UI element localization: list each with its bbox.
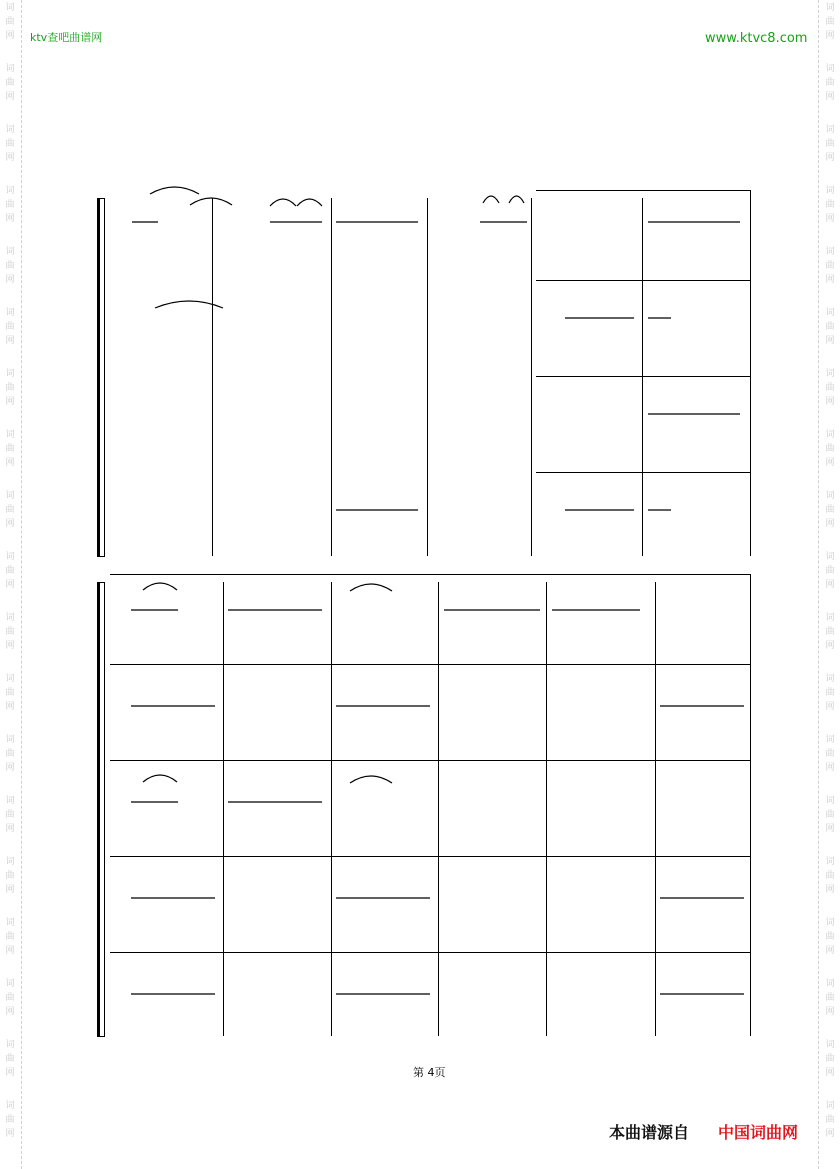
watermark-char: 网 [825,885,835,895]
watermark-char: 网 [825,580,835,590]
watermark-char: 词 [5,369,15,379]
watermark-char: 网 [5,824,15,834]
watermark-char: 网 [825,397,835,407]
system-bracket-thick [97,582,100,1036]
watermark-char: 词 [5,857,15,867]
watermark-char: 词 [825,918,835,928]
staff-divider [110,856,750,857]
watermark-char: 网 [825,1129,835,1139]
watermark-char: 网 [5,641,15,651]
watermark-char: 词 [825,613,835,623]
watermark-char: 词 [5,918,15,928]
watermark-char: 词 [5,3,15,13]
watermark-char: 曲 [5,1115,15,1125]
watermark-char: 曲 [5,200,15,210]
system-bracket-line [104,198,105,556]
slur-arc [350,584,392,591]
watermark-char: 曲 [825,139,835,149]
watermark-char: 网 [5,336,15,346]
watermark-char: 曲 [825,566,835,576]
watermark-char: 词 [5,247,15,257]
watermark-char: 词 [825,125,835,135]
right-margin-guide [818,0,819,1169]
bracket-cap [97,1036,105,1037]
slur-arc [483,196,499,203]
watermark-char: 曲 [5,810,15,820]
watermark-char: 曲 [5,932,15,942]
watermark-char: 词 [5,64,15,74]
watermark-char: 曲 [825,749,835,759]
slur-arc [190,198,232,205]
left-margin-guide [21,0,22,1169]
watermark-char: 网 [825,1007,835,1017]
watermark-char: 曲 [825,993,835,1003]
watermark-char: 网 [5,1007,15,1017]
watermark-char: 曲 [825,444,835,454]
watermark-char: 曲 [825,932,835,942]
watermark-char: 曲 [5,871,15,881]
watermark-char: 网 [825,31,835,41]
watermark-char: 曲 [825,871,835,881]
watermark-char: 曲 [825,1115,835,1125]
watermark-char: 网 [5,397,15,407]
bracket-cap [97,198,105,199]
watermark-char: 词 [825,735,835,745]
watermark-char: 网 [825,458,835,468]
watermark-char: 网 [5,763,15,773]
watermark-char: 曲 [5,566,15,576]
slur-arc [270,199,296,206]
watermark-char: 网 [5,1129,15,1139]
watermark-char: 曲 [5,261,15,271]
watermark-char: 曲 [5,1054,15,1064]
watermark-char: 网 [825,1068,835,1078]
staff-divider [110,760,750,761]
watermark-char: 词 [5,1101,15,1111]
bar-line [427,198,428,556]
watermark-char: 词 [5,552,15,562]
left-watermark-strip [0,0,20,1169]
watermark-char: 曲 [825,322,835,332]
watermark-char: 网 [825,336,835,346]
watermark-char: 曲 [825,261,835,271]
slur-arc [150,187,199,194]
watermark-char: 曲 [825,17,835,27]
watermark-char: 曲 [5,383,15,393]
watermark-char: 词 [5,308,15,318]
watermark-char: 词 [825,247,835,257]
watermark-char: 词 [825,857,835,867]
watermark-char: 曲 [825,200,835,210]
bracket-cap [97,582,105,583]
watermark-char: 词 [825,369,835,379]
volta-bracket [750,190,751,202]
staff-divider [110,664,750,665]
watermark-char: 曲 [5,444,15,454]
watermark-char: 网 [825,92,835,102]
watermark-char: 词 [5,674,15,684]
watermark-char: 词 [5,613,15,623]
slur-arc [509,196,524,203]
watermark-char: 曲 [5,627,15,637]
watermark-char: 曲 [5,505,15,515]
site-name-header[interactable]: ktv查吧曲谱网 [30,31,103,44]
watermark-char: 词 [825,186,835,196]
volta-bracket [536,190,750,191]
bar-line [655,582,656,1036]
watermark-char: 网 [825,214,835,224]
watermark-char: 词 [825,979,835,989]
watermark-char: 曲 [825,688,835,698]
watermark-char: 曲 [825,383,835,393]
volta-bracket [110,574,750,575]
slur-arc [143,775,177,782]
volta-bracket [750,574,751,586]
bar-line [750,198,751,556]
watermark-char: 网 [5,702,15,712]
watermark-char: 词 [825,1040,835,1050]
system-bracket-line [104,582,105,1036]
watermark-char: 曲 [825,505,835,515]
watermark-char: 网 [5,214,15,224]
watermark-char: 词 [5,491,15,501]
bar-line [438,582,439,1036]
bar-line [642,198,643,556]
watermark-char: 网 [825,763,835,773]
watermark-char: 曲 [825,627,835,637]
watermark-char: 词 [5,796,15,806]
bar-line [331,198,332,556]
watermark-char: 曲 [825,1054,835,1064]
source-site-link[interactable]: 中国词曲网 [718,1123,799,1142]
watermark-char: 网 [5,885,15,895]
watermark-char: 词 [825,674,835,684]
staff-divider [536,280,750,281]
watermark-char: 网 [5,458,15,468]
site-url-header[interactable]: www.ktvc8.com [705,31,808,46]
watermark-char: 曲 [5,993,15,1003]
bar-line [331,582,332,1036]
staff-divider [110,952,750,953]
bar-line [531,198,532,556]
watermark-char: 词 [825,3,835,13]
watermark-char: 曲 [825,810,835,820]
slur-arc [297,199,322,206]
watermark-char: 网 [5,275,15,285]
watermark-char: 曲 [825,78,835,88]
watermark-char: 网 [5,153,15,163]
watermark-char: 网 [5,580,15,590]
watermark-char: 词 [5,186,15,196]
bar-line [223,582,224,1036]
watermark-char: 词 [825,430,835,440]
watermark-char: 网 [5,519,15,529]
staff-divider [536,376,750,377]
watermark-char: 网 [825,702,835,712]
right-watermark-strip [820,0,840,1169]
watermark-char: 词 [825,552,835,562]
bar-line [546,582,547,1036]
watermark-char: 词 [5,979,15,989]
watermark-char: 曲 [5,688,15,698]
watermark-char: 网 [825,153,835,163]
system-bracket-thick [97,198,100,556]
watermark-char: 词 [825,1101,835,1111]
watermark-char: 网 [825,275,835,285]
watermark-char: 词 [825,308,835,318]
watermark-char: 曲 [5,17,15,27]
watermark-char: 曲 [5,139,15,149]
watermark-char: 词 [825,796,835,806]
staff-divider [536,472,750,473]
slur-arc [350,776,392,783]
watermark-char: 曲 [5,322,15,332]
watermark-char: 词 [825,64,835,74]
watermark-char: 词 [5,1040,15,1050]
watermark-char: 曲 [5,78,15,88]
watermark-char: 词 [825,491,835,501]
watermark-char: 网 [5,31,15,41]
bar-line [212,198,213,556]
watermark-char: 网 [5,92,15,102]
slur-arc [143,583,177,590]
source-label: 本曲谱源自 [609,1123,690,1142]
watermark-char: 网 [825,824,835,834]
watermark-char: 网 [825,946,835,956]
bar-line [750,582,751,1036]
watermark-char: 网 [825,519,835,529]
bracket-cap [97,556,105,557]
watermark-char: 网 [5,946,15,956]
watermark-char: 词 [5,735,15,745]
watermark-char: 词 [5,430,15,440]
watermark-char: 词 [5,125,15,135]
watermark-char: 曲 [5,749,15,759]
watermark-char: 网 [825,641,835,651]
watermark-char: 网 [5,1068,15,1078]
page-number: 第 4页 [413,1066,446,1079]
